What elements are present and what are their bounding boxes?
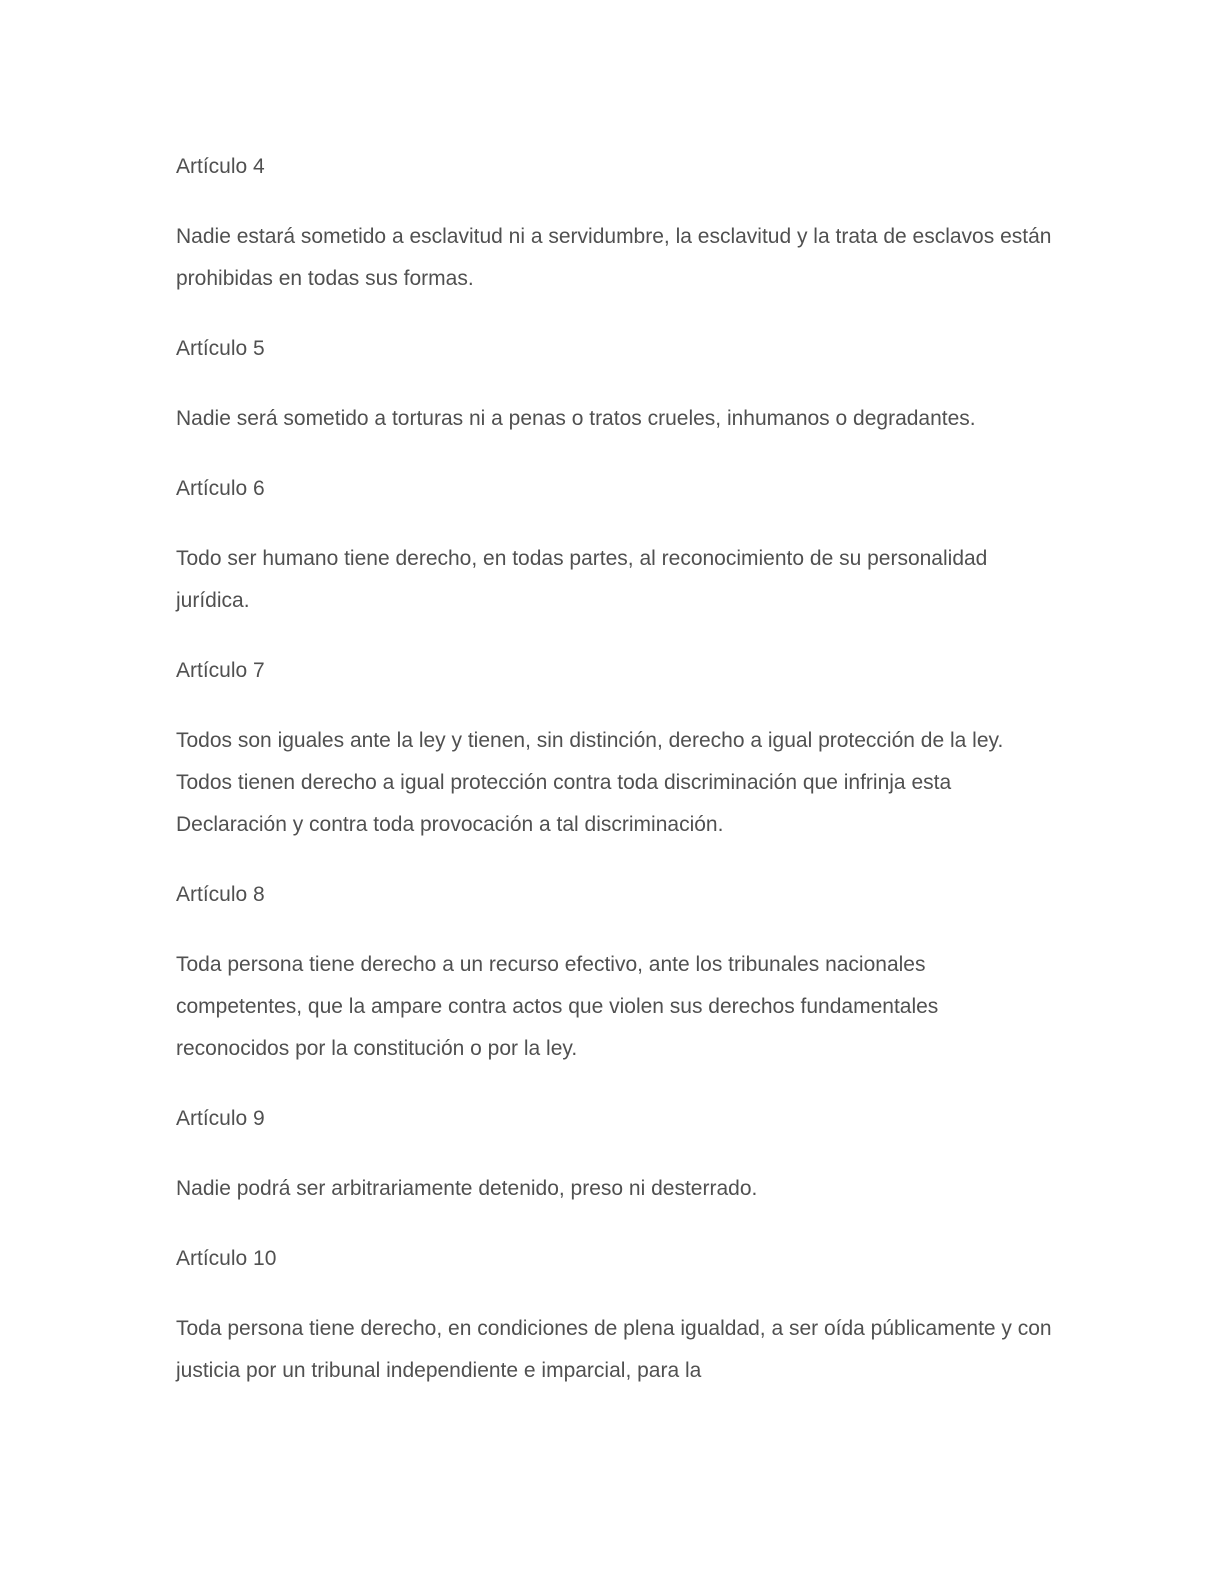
article-text: Toda persona tiene derecho a un recurso efectivo, ante los tribunales nacionales competentes, que la ampare contra actos que violen sus derechos fundamentales reconocidos por la constitución o por la ley. (176, 953, 939, 1060)
article-5 (176, 328, 1056, 440)
article-text: Nadie podrá ser arbitrariamente detenido, preso ni desterrado. (176, 1177, 758, 1200)
article-9 (176, 1098, 1056, 1210)
article-heading: Artículo 5 (176, 337, 265, 360)
article-6 (176, 468, 1056, 622)
article-4 (176, 146, 1056, 300)
article-text: Toda persona tiene derecho, en condiciones de plena igualdad, a ser oída públicamente y con justicia por un tribunal independiente e imparcial, para la (176, 1317, 1052, 1382)
article-text: Nadie estará sometido a esclavitud ni a servidumbre, la esclavitud y la trata de esclavos están prohibidas en todas sus formas. (176, 225, 1052, 290)
article-text: Todo ser humano tiene derecho, en todas partes, al reconocimiento de su personalidad jurídica. (176, 547, 988, 612)
article-text: Nadie será sometido a torturas ni a penas o tratos crueles, inhumanos o degradantes. (176, 407, 976, 430)
article-heading: Artículo 8 (176, 883, 265, 906)
article-heading: Artículo 6 (176, 477, 265, 500)
article-heading: Artículo 10 (176, 1247, 277, 1270)
article-heading: Artículo 4 (176, 155, 265, 178)
article-heading: Artículo 9 (176, 1107, 265, 1130)
article-8 (176, 874, 1056, 1070)
article-10 (176, 1238, 1056, 1392)
article-text: Todos son iguales ante la ley y tienen, sin distinción, derecho a igual protección de la ley. Todos tienen derecho a igual protección contra toda discriminación que infrinja esta Declaración y contra toda provocación a tal discriminación. (176, 729, 1004, 836)
article-heading: Artículo 7 (176, 659, 265, 682)
document-page (176, 146, 1056, 1420)
article-7 (176, 650, 1056, 846)
